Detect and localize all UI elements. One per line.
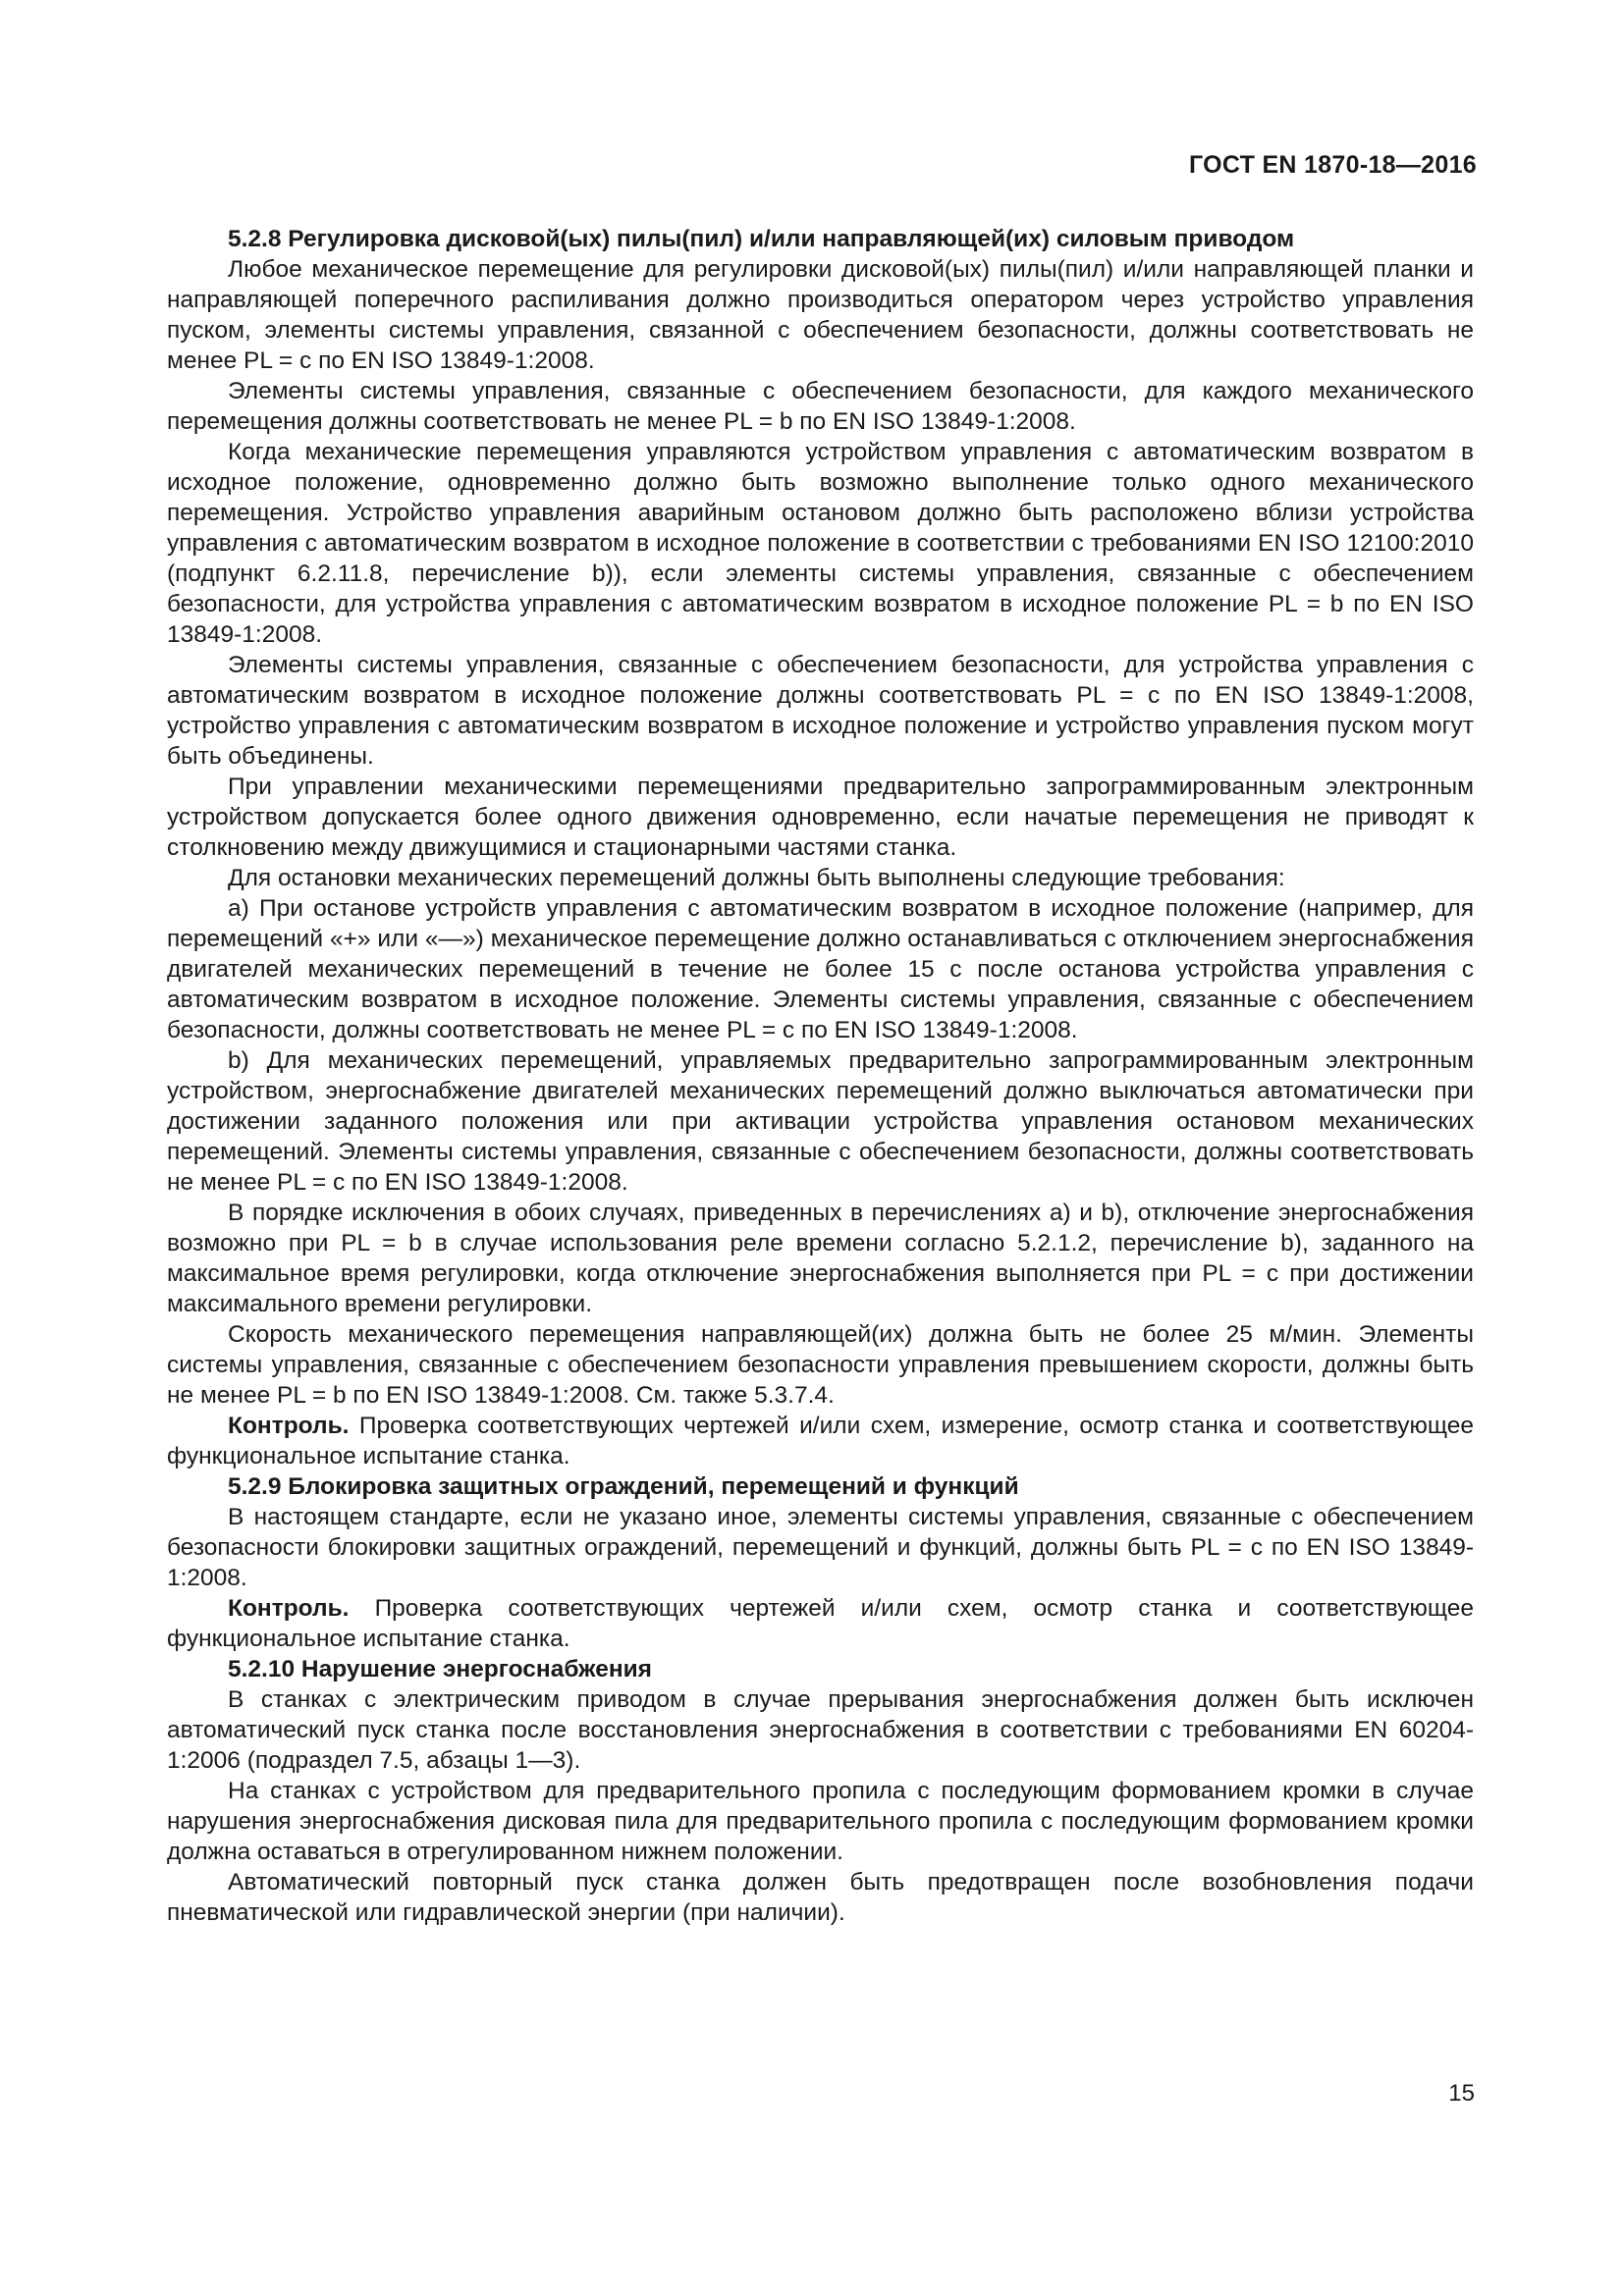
paragraph: Автоматический повторный пуск станка должен быть предотвращен после возобновления подачи пневматической или гидравлической энергии (при наличии). [167,1869,1474,1926]
paragraph: Любое механическое перемещение для регулировки дисковой(ых) пилы(пил) и/или направляющей планки и направляющей поперечного распиливания должно производиться оператором через устройство управления пуском, элементы системы управления, связанной с обеспечением безопасности, должны соответствовать не менее PL = c по EN ISO 13849-1:2008. [167,256,1474,374]
document-body [167,224,1474,1928]
list-item-b: b) Для механических перемещений, управляемых предварительно запрограммированным электронным устройством, энергоснабжение двигателей механических перемещений должно выключаться автоматически при достижении заданного положения или при активации устройства управления остановом механических перемещений. Элементы системы управления, связанные с обеспечением безопасности, должны соответствовать не менее PL = c по EN ISO 13849-1:2008. [167,1047,1474,1196]
section-heading-5-2-10: 5.2.10 Нарушение энергоснабжения [228,1656,652,1682]
control-paragraph [167,1411,1474,1471]
paragraph: На станках с устройством для предварительного пропила с последующим формованием кромки в случае нарушения энергоснабжения дисковая пила для предварительного пропила с последующим формованием кромки должна оставаться в отрегулированном нижнем положении. [167,1778,1474,1865]
control-text: Проверка соответствующих чертежей и/или схем, осмотр станка и соответствующее функциональное испытание станка. [167,1595,1474,1652]
paragraph: Элементы системы управления, связанные с обеспечением безопасности, для устройства управления с автоматическим возвратом в исходное положение должны соответствовать PL = c по EN ISO 13849-1:2008, устройство управления с автоматическим возвратом в исходное положение и устройство управления пуском могут быть объединены. [167,652,1474,770]
standard-designation: ГОСТ EN 1870-18—2016 [1189,151,1477,179]
control-text: Проверка соответствующих чертежей и/или схем, измерение, осмотр станка и соответствующее функциональное испытание станка. [167,1413,1474,1469]
control-paragraph [167,1593,1474,1654]
paragraph: Скорость механического перемещения направляющей(их) должна быть не более 25 м/мин. Элементы системы управления, связанные с обеспечением безопасности управления превышением скорости, должны быть не менее PL = b по EN ISO 13849-1:2008. См. также 5.3.7.4. [167,1321,1474,1409]
control-label: Контроль. [228,1595,350,1622]
paragraph: Когда механические перемещения управляются устройством управления с автоматическим возвратом в исходное положение, одновременно должно быть возможно выполнение только одного механического перемещения. Устройство управления аварийным остановом должно быть расположено вблизи устройства управления с автоматическим возвратом в исходное положение в соответствии с требованиями EN ISO 12100:2010 (подпункт 6.2.11.8, перечисление b)), если элементы системы управления, связанные с обеспечением безопасности, для устройства управления с автоматическим возвратом в исходное положение PL = b по EN ISO 13849-1:2008. [167,439,1474,648]
page-number: 15 [1448,2080,1475,2107]
paragraph: В порядке исключения в обоих случаях, приведенных в перечислениях a) и b), отключение энергоснабжения возможно при PL = b в случае использования реле времени согласно 5.2.1.2, перечисление b), заданного на максимальное время регулировки, когда отключение энергоснабжения выполняется при PL = c при достижении максимального времени регулировки. [167,1200,1474,1317]
section-heading-5-2-8: 5.2.8 Регулировка дисковой(ых) пилы(пил) и/или направляющей(их) силовым приводом [228,226,1295,252]
paragraph: В станках с электрическим приводом в случае прерывания энергоснабжения должен быть исключен автоматический пуск станка после восстановления энергоснабжения в соответствии с требованиями EN 60204-1:2006 (подраздел 7.5, абзацы 1—3). [167,1686,1474,1774]
paragraph: Для остановки механических перемещений должны быть выполнены следующие требования: [228,865,1285,891]
paragraph: При управлении механическими перемещениями предварительно запрограммированным электронным устройством допускается более одного движения одновременно, если начатые перемещения не приводят к столкновению между движущимися и стационарными частями станка. [167,774,1474,861]
list-item-a: a) При останове устройств управления с автоматическим возвратом в исходное положение (например, для перемещений «+» или «—») механическое перемещение должно останавливаться с отключением энергоснабжения двигателей механических перемещений в течение не более 15 с после останова устройства управления с автоматическим возвратом в исходное положение. Элементы системы управления, связанные с обеспечением безопасности, должны соответствовать не менее PL = c по EN ISO 13849-1:2008. [167,895,1474,1043]
paragraph: В настоящем стандарте, если не указано иное, элементы системы управления, связанные с обеспечением безопасности блокировки защитных ограждений, перемещений и функций, должны быть PL = c по EN ISO 13849-1:2008. [167,1504,1474,1591]
control-label: Контроль. [228,1413,350,1439]
paragraph: Элементы системы управления, связанные с обеспечением безопасности, для каждого механического перемещения должны соответствовать не менее PL = b по EN ISO 13849-1:2008. [167,378,1474,435]
section-heading-5-2-9: 5.2.9 Блокировка защитных ограждений, перемещений и функций [228,1473,1019,1500]
